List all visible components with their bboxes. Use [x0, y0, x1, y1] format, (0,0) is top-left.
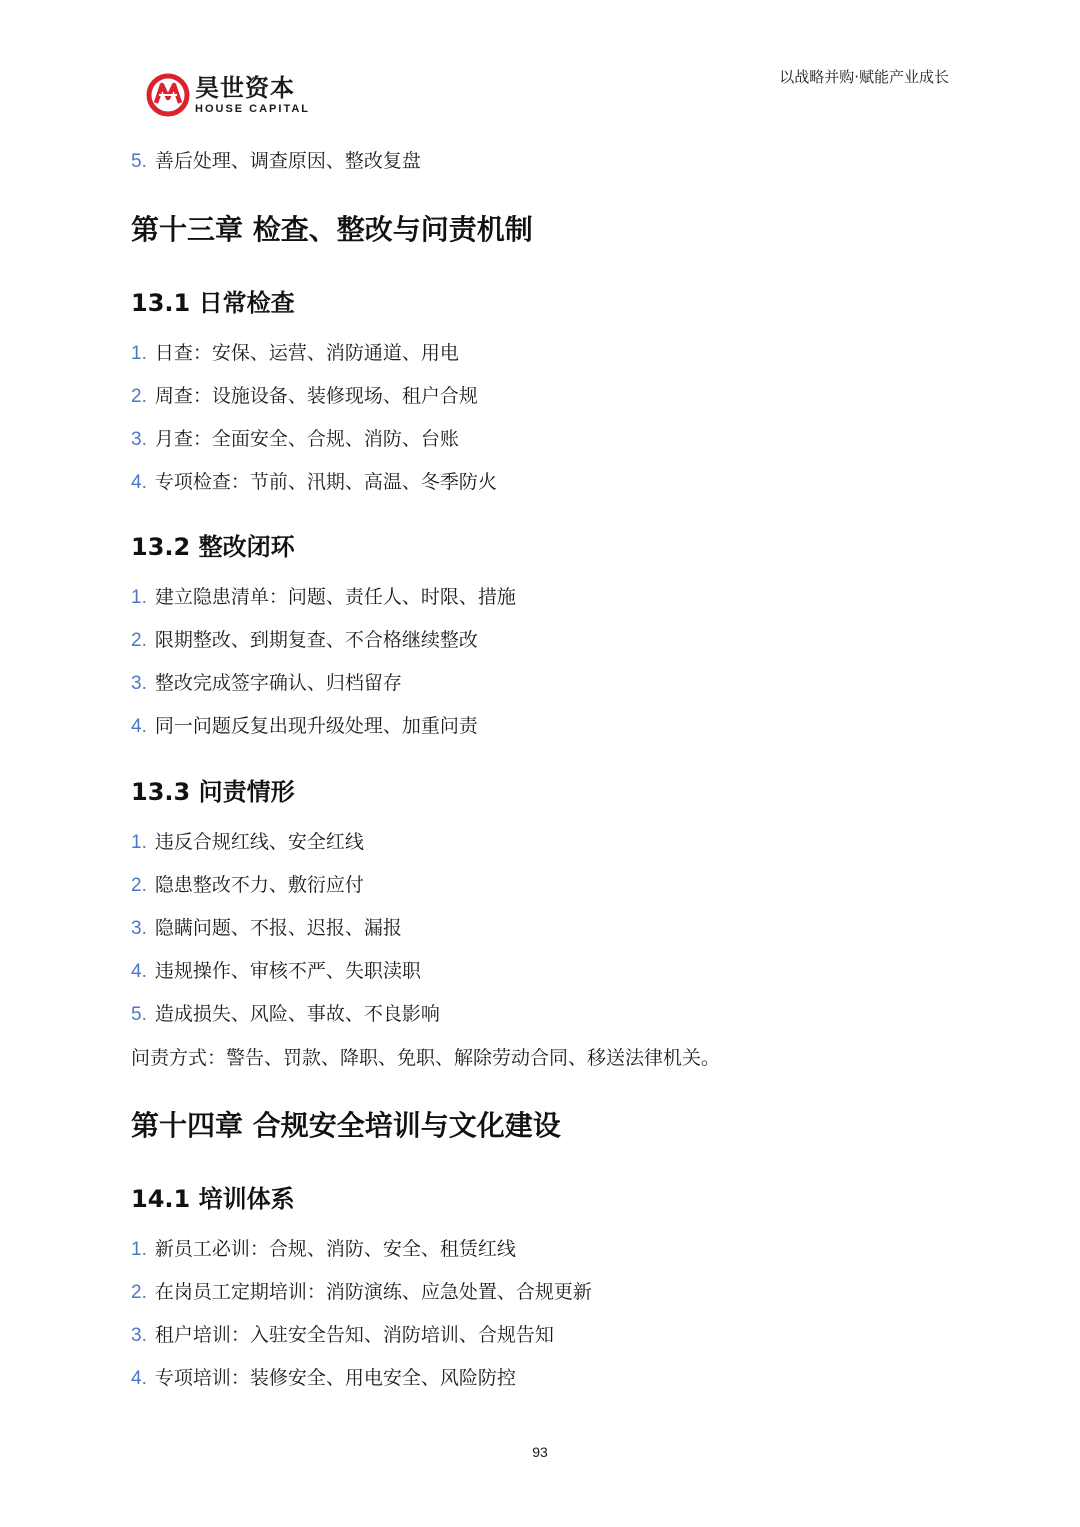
- list-item: 3. 隐瞒问题、不报、迟报、漏报: [131, 917, 402, 939]
- list-item: 2. 周查：设施设备、装修现场、租户合规: [131, 385, 478, 407]
- list-item: 3. 租户培训：入驻安全告知、消防培训、合规告知: [131, 1324, 554, 1346]
- accountability-methods-paragraph: 问责方式：警告、罚款、降职、免职、解除劳动合同、移送法律机关。: [131, 1047, 721, 1069]
- list-item: 1. 日查：安保、运营、消防通道、用电: [131, 342, 459, 364]
- list-item: 4. 专项检查：节前、汛期、高温、冬季防火: [131, 471, 497, 493]
- list-item: 5. 造成损失、风险、事故、不良影响: [131, 1003, 440, 1025]
- section-title: 13.2 整改闭环: [131, 533, 295, 561]
- house-capital-logo-icon: [145, 72, 191, 118]
- logo-english-name: HOUSE CAPITAL: [195, 102, 311, 115]
- list-item: 1. 新员工必训：合规、消防、安全、租赁红线: [131, 1238, 516, 1260]
- section-title: 13.3 问责情形: [131, 778, 295, 806]
- header-slogan: 以战略并购·赋能产业成长: [779, 68, 949, 86]
- list-item: 4. 专项培训：装修安全、用电安全、风险防控: [131, 1367, 516, 1389]
- chapter-title: 第十四章 合规安全培训与文化建设: [131, 1109, 561, 1142]
- list-item: 1. 违反合规红线、安全红线: [131, 831, 364, 853]
- list-item: 1. 建立隐患清单：问题、责任人、时限、措施: [131, 586, 516, 608]
- list-item: 4. 违规操作、审核不严、失职渎职: [131, 960, 421, 982]
- chapter-title: 第十三章 检查、整改与问责机制: [131, 213, 533, 246]
- page-number: 93: [532, 1444, 548, 1460]
- list-item: 3. 整改完成签字确认、归档留存: [131, 672, 402, 694]
- list-item: 2. 隐患整改不力、敷衍应付: [131, 874, 364, 896]
- section-title: 13.1 日常检查: [131, 289, 295, 317]
- list-item: 3. 月查：全面安全、合规、消防、台账: [131, 428, 459, 450]
- section-title: 14.1 培训体系: [131, 1185, 295, 1213]
- list-item: 4. 同一问题反复出现升级处理、加重问责: [131, 715, 478, 737]
- list-item: 5. 善后处理、调查原因、整改复盘: [131, 150, 421, 172]
- company-logo: [145, 70, 310, 120]
- logo-chinese-name: 昊世资本: [195, 73, 295, 102]
- list-item: 2. 在岗员工定期培训：消防演练、应急处置、合规更新: [131, 1281, 592, 1303]
- list-item: 2. 限期整改、到期复查、不合格继续整改: [131, 629, 478, 651]
